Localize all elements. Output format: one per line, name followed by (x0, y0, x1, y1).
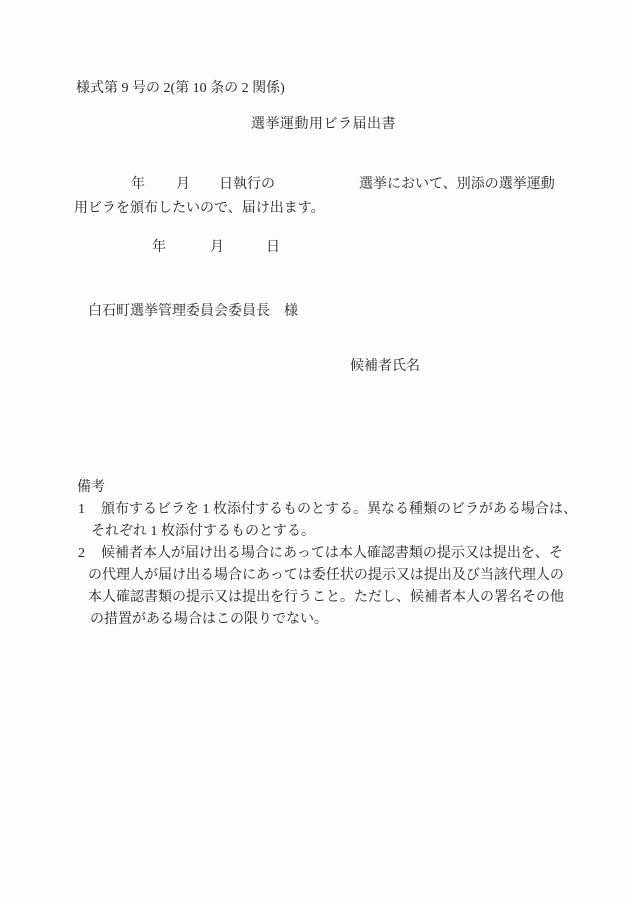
exec-date-month-label: 月 (176, 177, 190, 192)
note2-line1: 候補者本人が届け出る場合にあっては本人確認書類の提示又は提出を、そ (101, 546, 563, 561)
note1-number: 1 (78, 502, 85, 517)
notes-heading: 備考 (77, 480, 105, 495)
date-day-label: 日 (266, 240, 280, 255)
exec-date-year-label: 年 (131, 177, 145, 192)
form-number: 様式第 9 号の 2(第 10 条の 2 関係) (76, 81, 285, 96)
note1-line2: それぞれ 1 枚添付するものとする。 (91, 524, 315, 539)
body-line2: 用ビラを頒布したいので、届け出ます。 (74, 201, 325, 216)
note2-number: 2 (78, 546, 85, 561)
note2-line2: の代理人が届け出る場合にあっては委任状の提示又は提出及び当該代理人の (88, 568, 564, 583)
date-year-label: 年 (152, 240, 166, 255)
date-month-label: 月 (210, 240, 224, 255)
document-title: 選挙運動用ビラ届出書 (251, 117, 396, 132)
exec-date-day-label: 日執行の (219, 177, 275, 192)
note2-line4: の措置がある場合はこの限りでない。 (90, 612, 328, 627)
election-phrase: 選挙において、別添の選挙運動 (359, 177, 555, 192)
note2-line3: 本人確認書類の提示又は提出を行うこと。ただし、候補者本人の署名その他 (88, 590, 564, 605)
note1-line1: 頒布するビラを 1 枚添付するものとする。異なる種類のビラがある場合は、 (101, 502, 577, 517)
addressee: 白石町選挙管理委員会委員長 様 (88, 304, 298, 319)
candidate-name-label: 候補者氏名 (350, 359, 420, 374)
